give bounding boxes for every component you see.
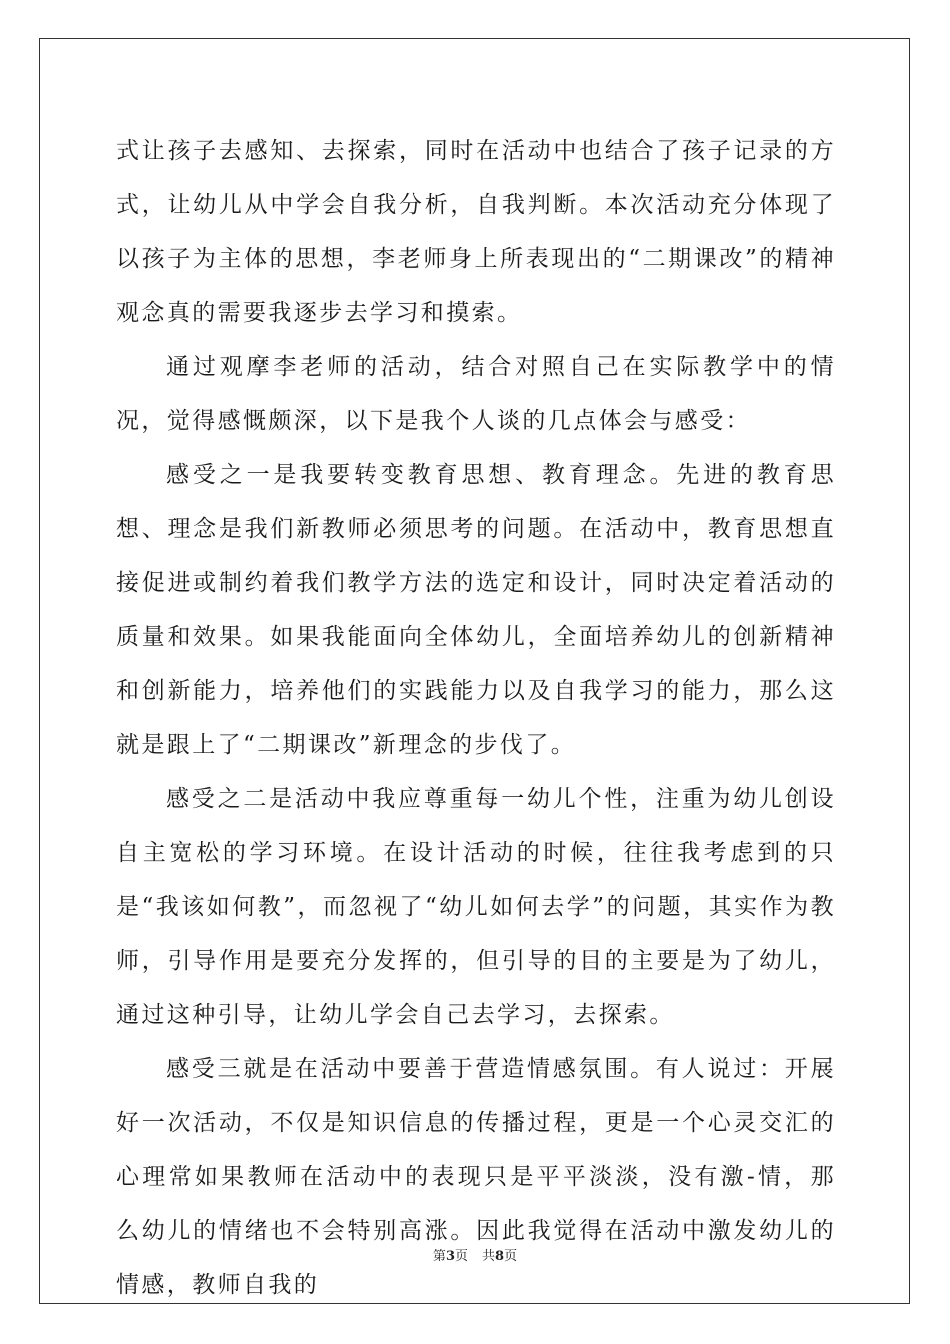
document-body — [116, 124, 836, 1312]
total-suffix: 页 — [504, 1249, 518, 1264]
total-prefix: 共 — [482, 1249, 496, 1264]
total-pages: 8 — [495, 1249, 505, 1264]
paragraph-3: 感受之一是我要转变教育思想、教育理念。先进的教育思想、理念是我们新教师必须思考的问题。在活动中，教育思想直接促进或制约着我们教学方法的选定和设计，同时决定着活动的质量和效果。如果我能面向全体幼儿，全面培养幼儿的创新精神和创新能力，培养他们的实践能力以及自我学习的能力，那么这就是跟上了“二期课改”新理念的步伐了。 — [116, 462, 836, 758]
paragraph-4: 感受之二是活动中我应尊重每一幼儿个性，注重为幼儿创设自主宽松的学习环境。在设计活动的时候，往往我考虑到的只是“我该如何教”，而忽视了“幼儿如何去学”的问题，其实作为教师，引导作用是要充分发挥的，但引导的目的主要是为了幼儿，通过这种引导，让幼儿学会自己去学习，去探索。 — [116, 786, 836, 1028]
paragraph-2: 通过观摩李老师的活动，结合对照自己在实际教学中的情况，觉得感慨颇深，以下是我个人谈的几点体会与感受： — [116, 354, 836, 434]
page-footer — [0, 1245, 950, 1264]
page-suffix: 页 — [454, 1249, 468, 1264]
page-number: 3 — [445, 1249, 455, 1264]
paragraph-1: 式让孩子去感知、去探索，同时在活动中也结合了孩子记录的方式，让幼儿从中学会自我分析，自我判断。本次活动充分体现了以孩子为主体的思想，李老师身上所表现出的“二期课改”的精神观念真的需要我逐步去学习和摸索。 — [116, 138, 836, 326]
paragraph-5: 感受三就是在活动中要善于营造情感氛围。有人说过：开展好一次活动，不仅是知识信息的传播过程，更是一个心灵交汇的心理常如果教师在活动中的表现只是平平淡淡，没有激-情，那么幼儿的情绪也不会特别高涨。因此我觉得在活动中激发幼儿的情感，教师自我的 — [116, 1056, 836, 1298]
page-prefix: 第 — [432, 1249, 446, 1264]
